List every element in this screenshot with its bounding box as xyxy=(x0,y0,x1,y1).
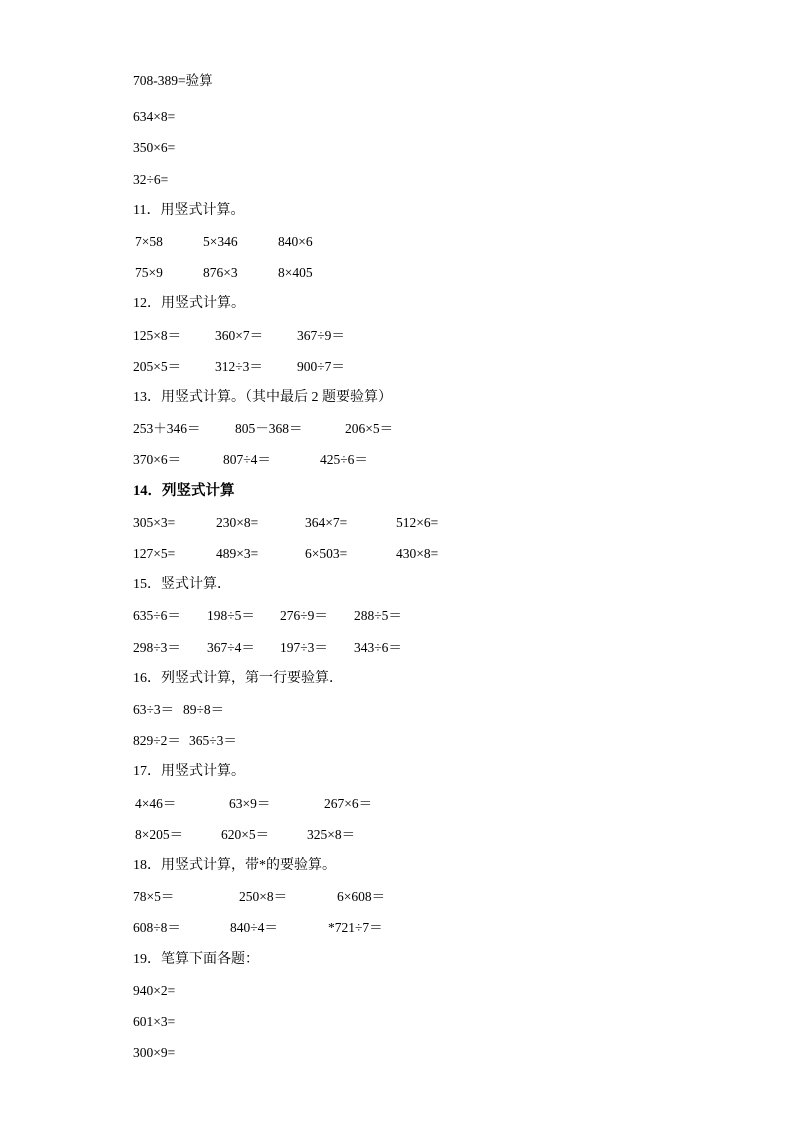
question-16-title: 16．列竖式计算，第一行要验算． xyxy=(133,671,343,686)
problem-line: 634×8= xyxy=(133,109,176,124)
problem-item: 312÷3＝ xyxy=(215,359,263,374)
problem-item: 430×8= xyxy=(396,546,439,561)
problem-item: 829÷2＝ xyxy=(133,733,181,748)
problem-item: 367÷4＝ xyxy=(207,640,255,655)
problem-item: 89÷8＝ xyxy=(183,702,225,717)
question-15-title: 15．竖式计算． xyxy=(133,577,231,592)
question-19-title: 19．笔算下面各题： xyxy=(133,952,259,967)
problem-item: 78×5＝ xyxy=(133,889,175,904)
problem-item: 635÷6＝ xyxy=(133,608,181,623)
problem-item: 5×346 xyxy=(203,234,238,249)
problem-item: *721÷7＝ xyxy=(328,920,383,935)
problem-item: 512×6= xyxy=(396,515,439,530)
problem-item: 367÷9＝ xyxy=(297,328,345,343)
problem-item: 425÷6＝ xyxy=(320,452,368,467)
problem-item: 305×3= xyxy=(133,515,176,530)
problem-item: 63×9＝ xyxy=(229,796,271,811)
problem-item: 198÷5＝ xyxy=(207,608,255,623)
problem-item: 364×7= xyxy=(305,515,348,530)
problem-item: 75×9 xyxy=(135,265,163,280)
question-18-title: 18．用竖式计算，带*的要验算。 xyxy=(133,858,336,873)
problem-item: 620×5＝ xyxy=(221,827,270,842)
problem-item: 63÷3＝ xyxy=(133,702,175,717)
problem-item: 197÷3＝ xyxy=(280,640,328,655)
problem-item: 206×5＝ xyxy=(345,421,394,436)
problem-item: 7×58 xyxy=(135,234,163,249)
problem-item: 276÷9＝ xyxy=(280,608,328,623)
problem-item: 230×8= xyxy=(216,515,259,530)
problem-item: 267×6＝ xyxy=(324,796,373,811)
problem-line: 350×6= xyxy=(133,140,176,155)
problem-line: 708-389=验算 xyxy=(133,73,213,88)
problem-item: 250×8＝ xyxy=(239,889,288,904)
problem-item: 840×6 xyxy=(278,234,313,249)
problem-item: 365÷3＝ xyxy=(189,733,237,748)
problem-item: 127×5= xyxy=(133,546,176,561)
problem-item: 6×503= xyxy=(305,546,348,561)
problem-item: 253＋346＝ xyxy=(133,421,201,436)
question-11-title: 11．用竖式计算。 xyxy=(133,203,245,218)
problem-item: 125×8＝ xyxy=(133,328,182,343)
problem-item: 807÷4＝ xyxy=(223,452,271,467)
question-17-title: 17．用竖式计算。 xyxy=(133,764,245,779)
problem-item: 288÷5＝ xyxy=(354,608,402,623)
problem-item: 343÷6＝ xyxy=(354,640,402,655)
problem-item: 205×5＝ xyxy=(133,359,182,374)
problem-item: 805－368＝ xyxy=(235,421,303,436)
problem-line: 32÷6= xyxy=(133,172,169,187)
problem-item: 8×405 xyxy=(278,265,313,280)
problem-item: 4×46＝ xyxy=(135,796,177,811)
problem-item: 489×3= xyxy=(216,546,259,561)
problem-item: 840÷4＝ xyxy=(230,920,278,935)
problem-line: 300×9= xyxy=(133,1045,176,1060)
question-14-title: 14．列竖式计算 xyxy=(133,483,235,499)
problem-item: 876×3 xyxy=(203,265,238,280)
problem-item: 8×205＝ xyxy=(135,827,184,842)
problem-item: 6×608＝ xyxy=(337,889,386,904)
problem-item: 370×6＝ xyxy=(133,452,182,467)
question-13-title: 13．用竖式计算。（其中最后 2 题要验算） xyxy=(133,390,392,405)
problem-item: 900÷7＝ xyxy=(297,359,345,374)
problem-item: 608÷8＝ xyxy=(133,920,181,935)
problem-item: 298÷3＝ xyxy=(133,640,181,655)
question-12-title: 12．用竖式计算。 xyxy=(133,296,245,311)
problem-line: 940×2= xyxy=(133,983,176,998)
problem-item: 325×8＝ xyxy=(307,827,356,842)
problem-line: 601×3= xyxy=(133,1014,176,1029)
problem-item: 360×7＝ xyxy=(215,328,264,343)
